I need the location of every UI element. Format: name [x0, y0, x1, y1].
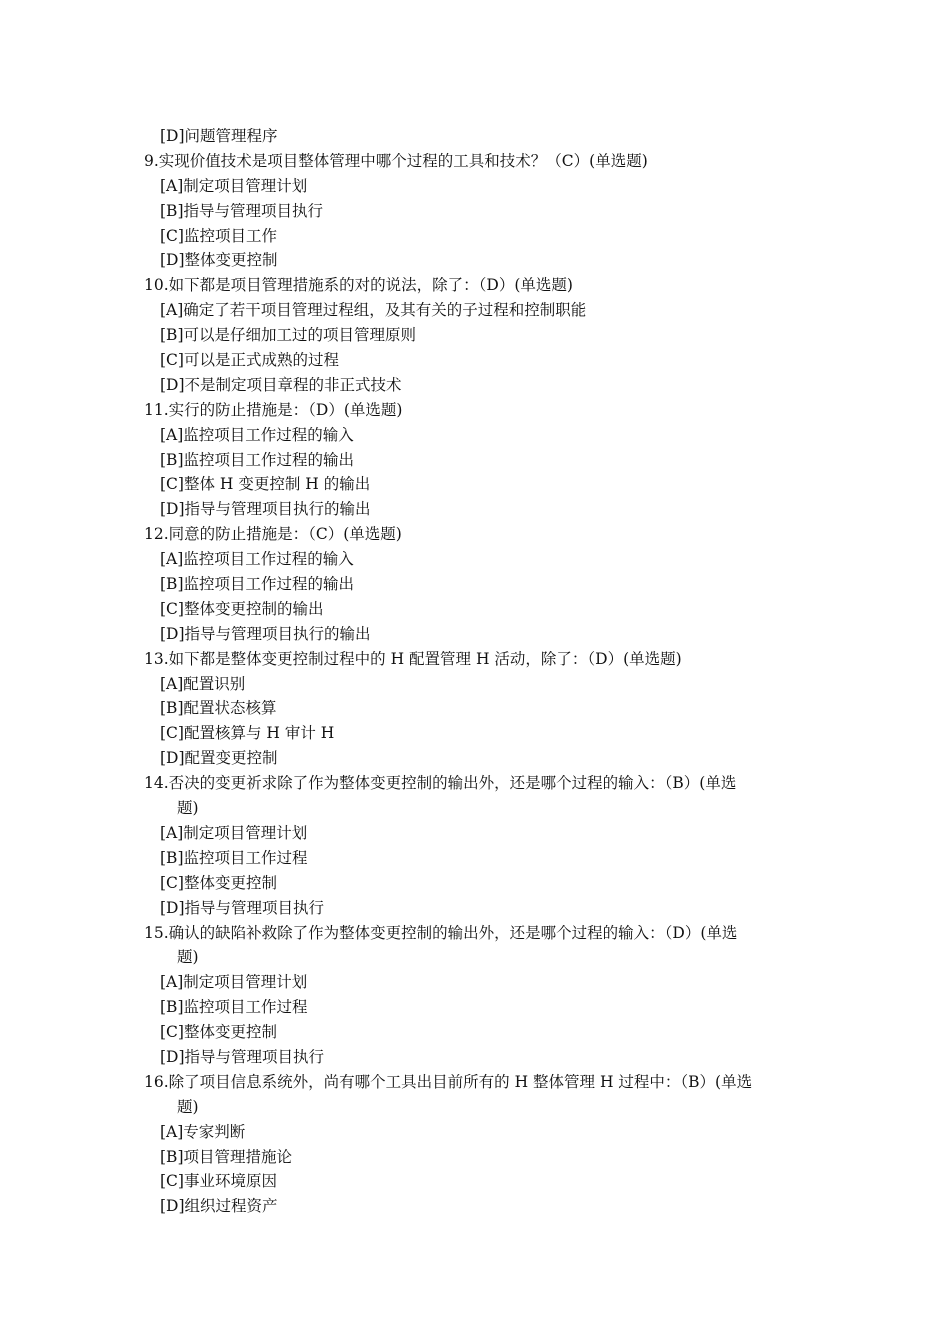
- option-item: [A]确定了若干项目管理过程组，及其有关的子过程和控制职能: [160, 301, 587, 320]
- option-item: [D]指导与管理项目执行: [160, 1047, 325, 1066]
- option-item: [C]监控项目工作: [160, 226, 277, 245]
- option-item: [A]制定项目管理计划: [160, 973, 308, 992]
- option-item: [D]配置变更控制: [160, 749, 278, 768]
- option-item: [A]制定项目管理计划: [160, 176, 308, 195]
- option-item: [B]配置状态核算: [160, 699, 277, 718]
- option-item: [D]指导与管理项目执行的输出: [160, 624, 371, 643]
- option-item: [C]配置核算与 H 审计 H: [160, 724, 335, 743]
- question-14-continuation: 题): [177, 799, 199, 818]
- option-item: [C]事业环境原因: [160, 1172, 277, 1191]
- option-item: [C]可以是正式成熟的过程: [160, 351, 339, 370]
- document-page: [0, 124, 950, 1219]
- option-item: [A]配置识别: [160, 674, 246, 693]
- question-10: 10.如下都是项目管理措施系的对的说法，除了：（D）(单选题): [144, 276, 573, 295]
- option-item: [D]不是制定项目章程的非正式技术: [160, 375, 402, 394]
- option-item: [B]指导与管理项目执行: [160, 201, 323, 220]
- option-item: [D]整体变更控制: [160, 251, 278, 270]
- option-item: [A]制定项目管理计划: [160, 823, 308, 842]
- question-11: 11.实行的防止措施是：（D）(单选题): [144, 400, 403, 419]
- question-16-continuation: 题): [177, 1097, 199, 1116]
- option-item: [D]指导与管理项目执行的输出: [160, 500, 371, 519]
- question-15: 15.确认的缺陷补救除了作为整体变更控制的输出外，还是哪个过程的输入：（D）(单选: [144, 923, 738, 942]
- option-item: [B]监控项目工作过程: [160, 848, 308, 867]
- option-item: [D]问题管理程序: [160, 127, 278, 145]
- option-item: [A]监控项目工作过程的输入: [160, 550, 354, 569]
- question-16: 16.除了项目信息系统外，尚有哪个工具出目前所有的 H 整体管理 H 过程中：（B）(单选: [144, 1072, 753, 1091]
- option-item: [B]监控项目工作过程: [160, 998, 308, 1017]
- option-item: [B]可以是仔细加工过的项目管理原则: [160, 326, 416, 345]
- option-item: [A]专家判断: [160, 1122, 246, 1141]
- option-item: [C]整体 H 变更控制 H 的输出: [160, 475, 371, 494]
- option-item: [B]监控项目工作过程的输出: [160, 575, 354, 594]
- option-item: [C]整体变更控制的输出: [160, 599, 324, 618]
- option-item: [C]整体变更控制: [160, 1023, 277, 1042]
- question-14: 14.否决的变更祈求除了作为整体变更控制的输出外，还是哪个过程的输入：（B）(单选: [144, 774, 737, 793]
- option-item: [D]指导与管理项目执行: [160, 898, 325, 917]
- question-13: 13.如下都是整体变更控制过程中的 H 配置管理 H 活动，除了：（D）(单选题): [144, 649, 682, 668]
- question-9: 9.实现价值技术是项目整体管理中哪个过程的工具和技术？（C）(单选题): [144, 151, 648, 170]
- option-item: [A]监控项目工作过程的输入: [160, 425, 354, 444]
- option-item: [B]项目管理措施论: [160, 1147, 292, 1166]
- option-item: [D]组织过程资产: [160, 1197, 278, 1216]
- option-item: [B]监控项目工作过程的输出: [160, 450, 354, 469]
- question-15-continuation: 题): [177, 948, 199, 967]
- question-12: 12.同意的防止措施是：（C）(单选题): [144, 525, 402, 544]
- option-item: [C]整体变更控制: [160, 873, 277, 892]
